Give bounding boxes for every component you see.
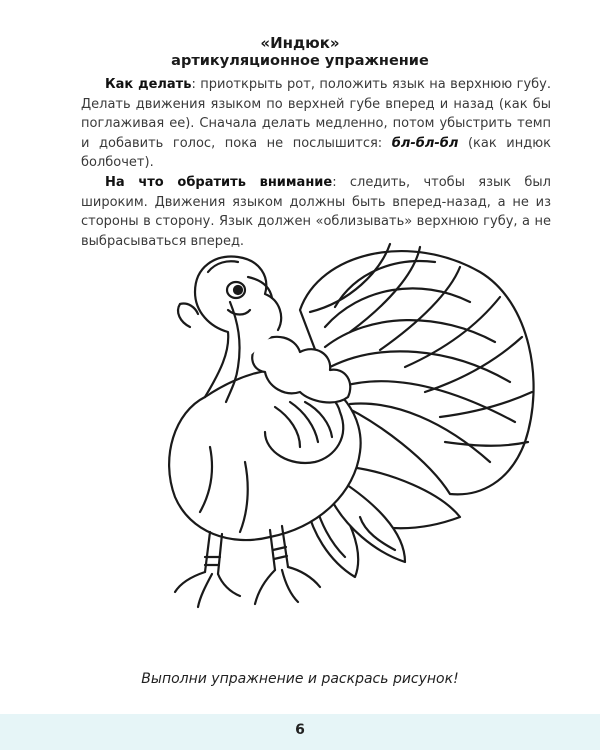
how-to-text-end: (как индюк болбочет). [81, 135, 552, 171]
page-subtitle: артикуляционное упражнение [171, 53, 429, 69]
how-to-text: : приоткрыть рот, положить язык на верхнюю губу. Делать движения языком по верхней губе вперед и назад (как бы поглаживая ее). Сначала делать медленно, потом убыстрить темп и добавить голос, пока не послышится: [81, 77, 551, 151]
attention-label: На что обратить внимание [105, 174, 333, 190]
page-title: «Индюк» [260, 34, 340, 52]
how-to-label: Как делать [105, 77, 192, 92]
how-to-paragraph [81, 75, 551, 173]
sound-text: бл-бл-бл [391, 135, 459, 151]
turkey-illustration [150, 232, 540, 632]
footer-instruction: Выполни упражнение и раскрась рисунок! [141, 671, 459, 687]
instructions-block [81, 75, 551, 251]
attention-text: : следить, чтобы язык был широким. Движения языком должны быть вперед-назад, а не из стороны в сторону. Язык должен «облизывать» верхнюю губу, а не выбрасываться вперед. [81, 174, 551, 249]
page-number: 6 [295, 722, 305, 738]
